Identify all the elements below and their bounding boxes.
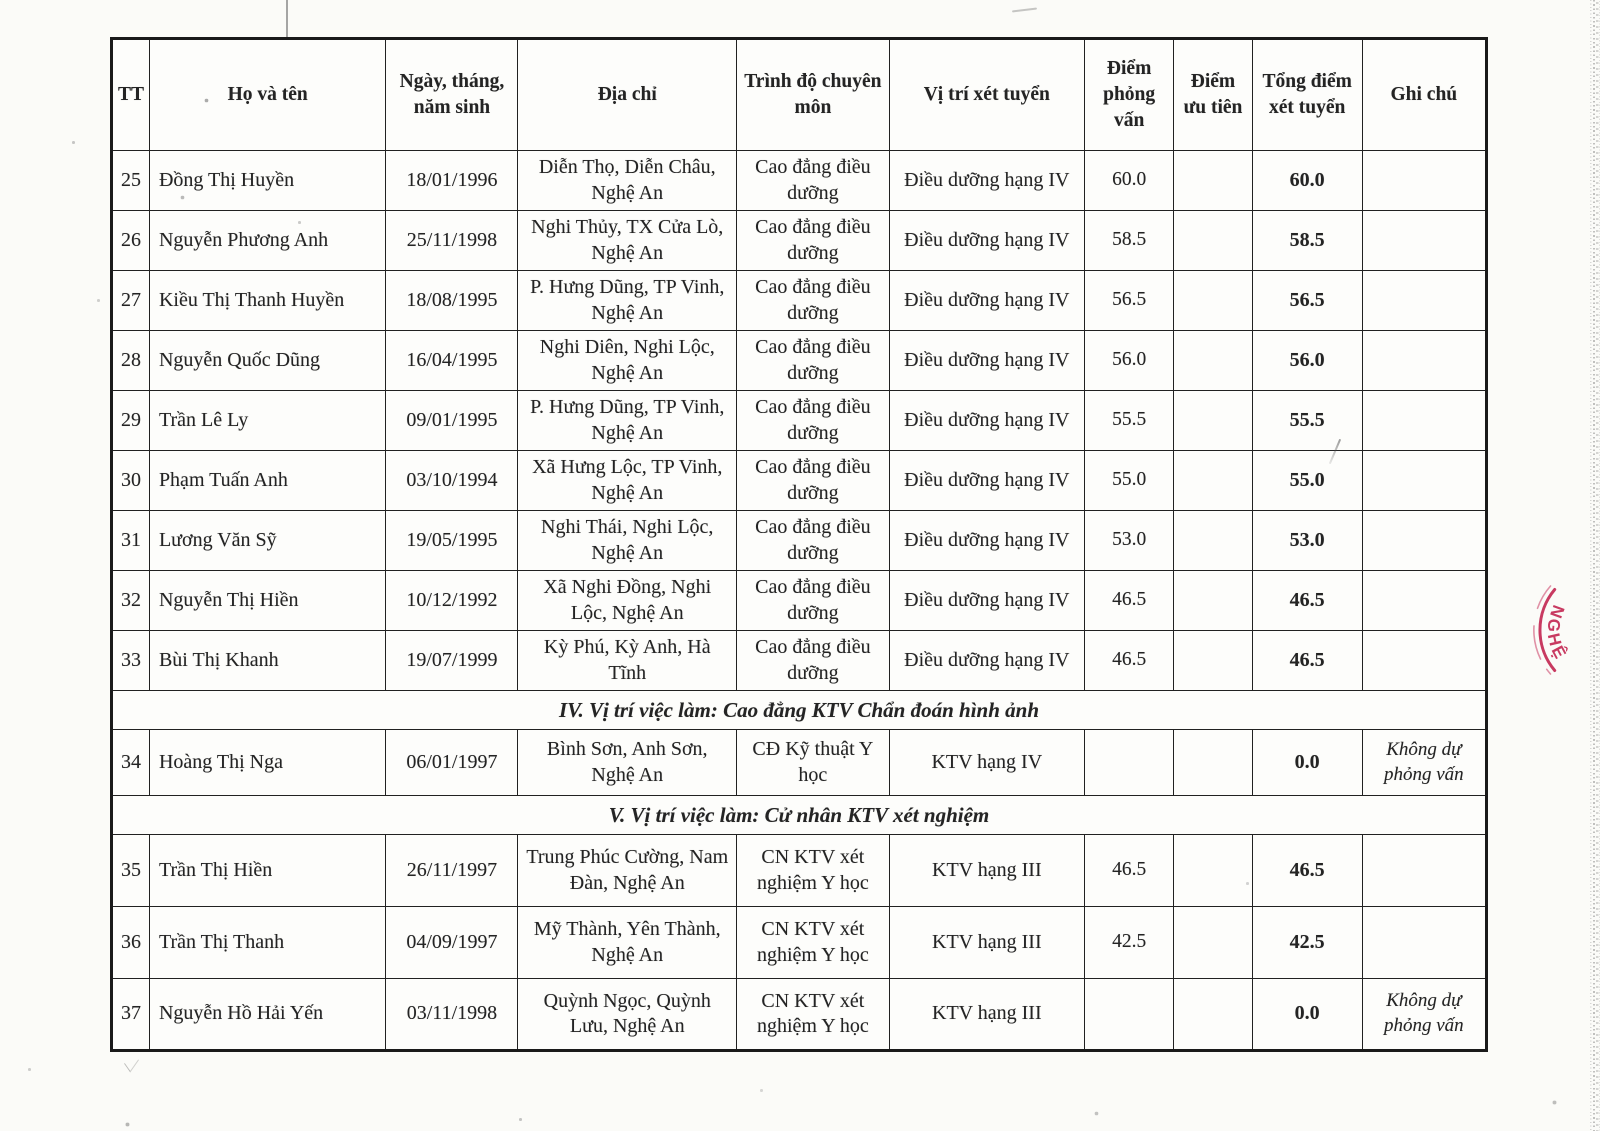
cell-priority	[1174, 331, 1252, 391]
cell-interview: 55.0	[1084, 451, 1173, 511]
paper-crease	[286, 0, 288, 38]
table-row	[112, 391, 1487, 451]
table-row	[112, 451, 1487, 511]
cell-degree: Cao đẳng điều dưỡng	[737, 511, 890, 571]
cell-note: Không dự phỏng vấn	[1362, 979, 1486, 1051]
cell-dob: 26/11/1997	[386, 835, 518, 907]
cell-position: Điều dưỡng hạng IV	[889, 211, 1084, 271]
cell-priority	[1174, 211, 1252, 271]
cell-dob: 06/01/1997	[386, 730, 518, 796]
cell-address: Nghi Thái, Nghi Lộc, Nghệ An	[518, 511, 737, 571]
table-row	[112, 835, 1487, 907]
cell-degree: Cao đẳng điều dưỡng	[737, 331, 890, 391]
cell-position: Điều dưỡng hạng IV	[889, 451, 1084, 511]
cell-degree: Cao đẳng điều dưỡng	[737, 391, 890, 451]
scan-specks	[0, 0, 3, 3]
cell-position: KTV hạng III	[889, 979, 1084, 1051]
cell-note: Không dự phỏng vấn	[1362, 730, 1486, 796]
cell-name: Trần Lê Ly	[149, 391, 386, 451]
cell-name: Đồng Thị Huyền	[149, 151, 386, 211]
section-row	[112, 691, 1487, 730]
cell-degree: Cao đẳng điều dưỡng	[737, 271, 890, 331]
cell-total: 60.0	[1252, 151, 1362, 211]
stamp-text: NGHỆ	[1543, 602, 1572, 665]
cell-interview	[1084, 730, 1173, 796]
cell-dob: 04/09/1997	[386, 907, 518, 979]
cell-interview: 56.5	[1084, 271, 1173, 331]
cell-total: 46.5	[1252, 835, 1362, 907]
cell-total: 42.5	[1252, 907, 1362, 979]
cell-tt: 26	[112, 211, 150, 271]
cell-position: Điều dưỡng hạng IV	[889, 511, 1084, 571]
cell-position: Điều dưỡng hạng IV	[889, 571, 1084, 631]
table-row	[112, 907, 1487, 979]
cell-tt: 25	[112, 151, 150, 211]
cell-priority	[1174, 730, 1252, 796]
cell-note	[1362, 631, 1486, 691]
table-row	[112, 571, 1487, 631]
column-header-priority: Điểm ưu tiên	[1174, 39, 1252, 151]
cell-note	[1362, 211, 1486, 271]
cell-position: Điều dưỡng hạng IV	[889, 331, 1084, 391]
section-label: V. Vị trí việc làm: Cử nhân KTV xét nghiệm	[112, 796, 1487, 835]
cell-degree: Cao đẳng điều dưỡng	[737, 631, 890, 691]
cell-address: Xã Nghi Đồng, Nghi Lộc, Nghệ An	[518, 571, 737, 631]
cell-tt: 30	[112, 451, 150, 511]
cell-tt: 34	[112, 730, 150, 796]
cell-name: Lương Văn Sỹ	[149, 511, 386, 571]
cell-address: Diễn Thọ, Diễn Châu, Nghệ An	[518, 151, 737, 211]
cell-address: Xã Hưng Lộc, TP Vinh, Nghệ An	[518, 451, 737, 511]
table-row	[112, 331, 1487, 391]
table-row	[112, 271, 1487, 331]
cell-degree: CN KTV xét nghiệm Y học	[737, 907, 890, 979]
cell-dob: 25/11/1998	[386, 211, 518, 271]
cell-total: 55.0	[1252, 451, 1362, 511]
cell-address: Quỳnh Ngọc, Quỳnh Lưu, Nghệ An	[518, 979, 737, 1051]
cell-position: Điều dưỡng hạng IV	[889, 271, 1084, 331]
cell-address: Trung Phúc Cường, Nam Đàn, Nghệ An	[518, 835, 737, 907]
cell-interview: 53.0	[1084, 511, 1173, 571]
cell-degree: Cao đẳng điều dưỡng	[737, 571, 890, 631]
cell-total: 55.5	[1252, 391, 1362, 451]
cell-address: P. Hưng Dũng, TP Vinh, Nghệ An	[518, 391, 737, 451]
cell-position: KTV hạng III	[889, 835, 1084, 907]
results-table	[110, 37, 1488, 1052]
cell-name: Trần Thị Hiền	[149, 835, 386, 907]
cell-note	[1362, 331, 1486, 391]
section-row	[112, 796, 1487, 835]
cell-total: 56.0	[1252, 331, 1362, 391]
cell-dob: 09/01/1995	[386, 391, 518, 451]
column-header-interview: Điểm phỏng vấn	[1084, 39, 1173, 151]
column-header-total: Tổng điểm xét tuyển	[1252, 39, 1362, 151]
section-label: IV. Vị trí việc làm: Cao đẳng KTV Chẩn đoán hình ảnh	[112, 691, 1487, 730]
cell-interview: 46.5	[1084, 571, 1173, 631]
cell-position: Điều dưỡng hạng IV	[889, 631, 1084, 691]
cell-position: KTV hạng IV	[889, 730, 1084, 796]
cell-dob: 16/04/1995	[386, 331, 518, 391]
column-header-tt: TT	[112, 39, 150, 151]
cell-tt: 27	[112, 271, 150, 331]
cell-tt: 35	[112, 835, 150, 907]
cell-priority	[1174, 631, 1252, 691]
scan-scratch	[1012, 7, 1037, 12]
cell-interview: 58.5	[1084, 211, 1173, 271]
cell-name: Hoàng Thị Nga	[149, 730, 386, 796]
cell-position: Điều dưỡng hạng IV	[889, 151, 1084, 211]
cell-note	[1362, 391, 1486, 451]
cell-note	[1362, 151, 1486, 211]
cell-priority	[1174, 451, 1252, 511]
column-header-position: Vị trí xét tuyển	[889, 39, 1084, 151]
cell-degree: CN KTV xét nghiệm Y học	[737, 835, 890, 907]
cell-dob: 03/10/1994	[386, 451, 518, 511]
cell-tt: 28	[112, 331, 150, 391]
cell-priority	[1174, 391, 1252, 451]
cell-note	[1362, 271, 1486, 331]
cell-interview: 56.0	[1084, 331, 1173, 391]
table-row	[112, 511, 1487, 571]
cell-name: Phạm Tuấn Anh	[149, 451, 386, 511]
cell-dob: 19/07/1999	[386, 631, 518, 691]
cell-dob: 19/05/1995	[386, 511, 518, 571]
cell-interview: 60.0	[1084, 151, 1173, 211]
cell-name: Nguyễn Phương Anh	[149, 211, 386, 271]
cell-priority	[1174, 835, 1252, 907]
cell-address: P. Hưng Dũng, TP Vinh, Nghệ An	[518, 271, 737, 331]
cell-total: 46.5	[1252, 571, 1362, 631]
cell-name: Nguyễn Hồ Hải Yến	[149, 979, 386, 1051]
cell-priority	[1174, 571, 1252, 631]
cell-tt: 36	[112, 907, 150, 979]
table-row	[112, 151, 1487, 211]
scan-edge-noise	[1588, 0, 1600, 1131]
table-row	[112, 211, 1487, 271]
cell-note	[1362, 511, 1486, 571]
cell-tt: 37	[112, 979, 150, 1051]
cell-priority	[1174, 511, 1252, 571]
stamp-text-group	[1544, 603, 1572, 665]
cell-total: 0.0	[1252, 979, 1362, 1051]
cell-degree: CĐ Kỹ thuật Y học	[737, 730, 890, 796]
cell-note	[1362, 907, 1486, 979]
cell-note	[1362, 451, 1486, 511]
cell-degree: Cao đẳng điều dưỡng	[737, 451, 890, 511]
cell-degree: Cao đẳng điều dưỡng	[737, 151, 890, 211]
cell-name: Nguyễn Thị Hiền	[149, 571, 386, 631]
cell-name: Nguyễn Quốc Dũng	[149, 331, 386, 391]
cell-interview: 46.5	[1084, 835, 1173, 907]
cell-tt: 32	[112, 571, 150, 631]
cell-degree: CN KTV xét nghiệm Y học	[737, 979, 890, 1051]
cell-total: 0.0	[1252, 730, 1362, 796]
cell-address: Kỳ Phú, Kỳ Anh, Hà Tĩnh	[518, 631, 737, 691]
cell-position: Điều dưỡng hạng IV	[889, 391, 1084, 451]
cell-total: 46.5	[1252, 631, 1362, 691]
cell-address: Nghi Thủy, TX Cửa Lò, Nghệ An	[518, 211, 737, 271]
cell-interview: 55.5	[1084, 391, 1173, 451]
cell-address: Nghi Diên, Nghi Lộc, Nghệ An	[518, 331, 737, 391]
cell-dob: 18/08/1995	[386, 271, 518, 331]
cell-dob: 03/11/1998	[386, 979, 518, 1051]
column-header-dob: Ngày, tháng, năm sinh	[386, 39, 518, 151]
cell-total: 53.0	[1252, 511, 1362, 571]
cell-tt: 31	[112, 511, 150, 571]
cell-dob: 18/01/1996	[386, 151, 518, 211]
column-header-note: Ghi chú	[1362, 39, 1486, 151]
cell-total: 56.5	[1252, 271, 1362, 331]
cell-interview: 42.5	[1084, 907, 1173, 979]
cell-tt: 33	[112, 631, 150, 691]
cell-note	[1362, 835, 1486, 907]
cell-interview	[1084, 979, 1173, 1051]
column-header-name: Họ và tên	[149, 39, 386, 151]
cell-priority	[1174, 979, 1252, 1051]
cell-priority	[1174, 907, 1252, 979]
cell-address: Mỹ Thành, Yên Thành, Nghệ An	[518, 907, 737, 979]
cell-name: Trần Thị Thanh	[149, 907, 386, 979]
cell-tt: 29	[112, 391, 150, 451]
column-header-degree: Trình độ chuyên môn	[737, 39, 890, 151]
cell-name: Kiều Thị Thanh Huyền	[149, 271, 386, 331]
cell-dob: 10/12/1992	[386, 571, 518, 631]
cell-note	[1362, 571, 1486, 631]
cell-priority	[1174, 271, 1252, 331]
cell-name: Bùi Thị Khanh	[149, 631, 386, 691]
cell-degree: Cao đẳng điều dưỡng	[737, 211, 890, 271]
header-row	[112, 39, 1487, 151]
table-row	[112, 631, 1487, 691]
cell-total: 58.5	[1252, 211, 1362, 271]
column-header-address: Địa chỉ	[518, 39, 737, 151]
scan-scratch	[124, 1051, 139, 1072]
cell-position: KTV hạng III	[889, 907, 1084, 979]
cell-priority	[1174, 151, 1252, 211]
table-row	[112, 730, 1487, 796]
table-row	[112, 979, 1487, 1051]
cell-address: Bình Sơn, Anh Sơn, Nghệ An	[518, 730, 737, 796]
cell-interview: 46.5	[1084, 631, 1173, 691]
